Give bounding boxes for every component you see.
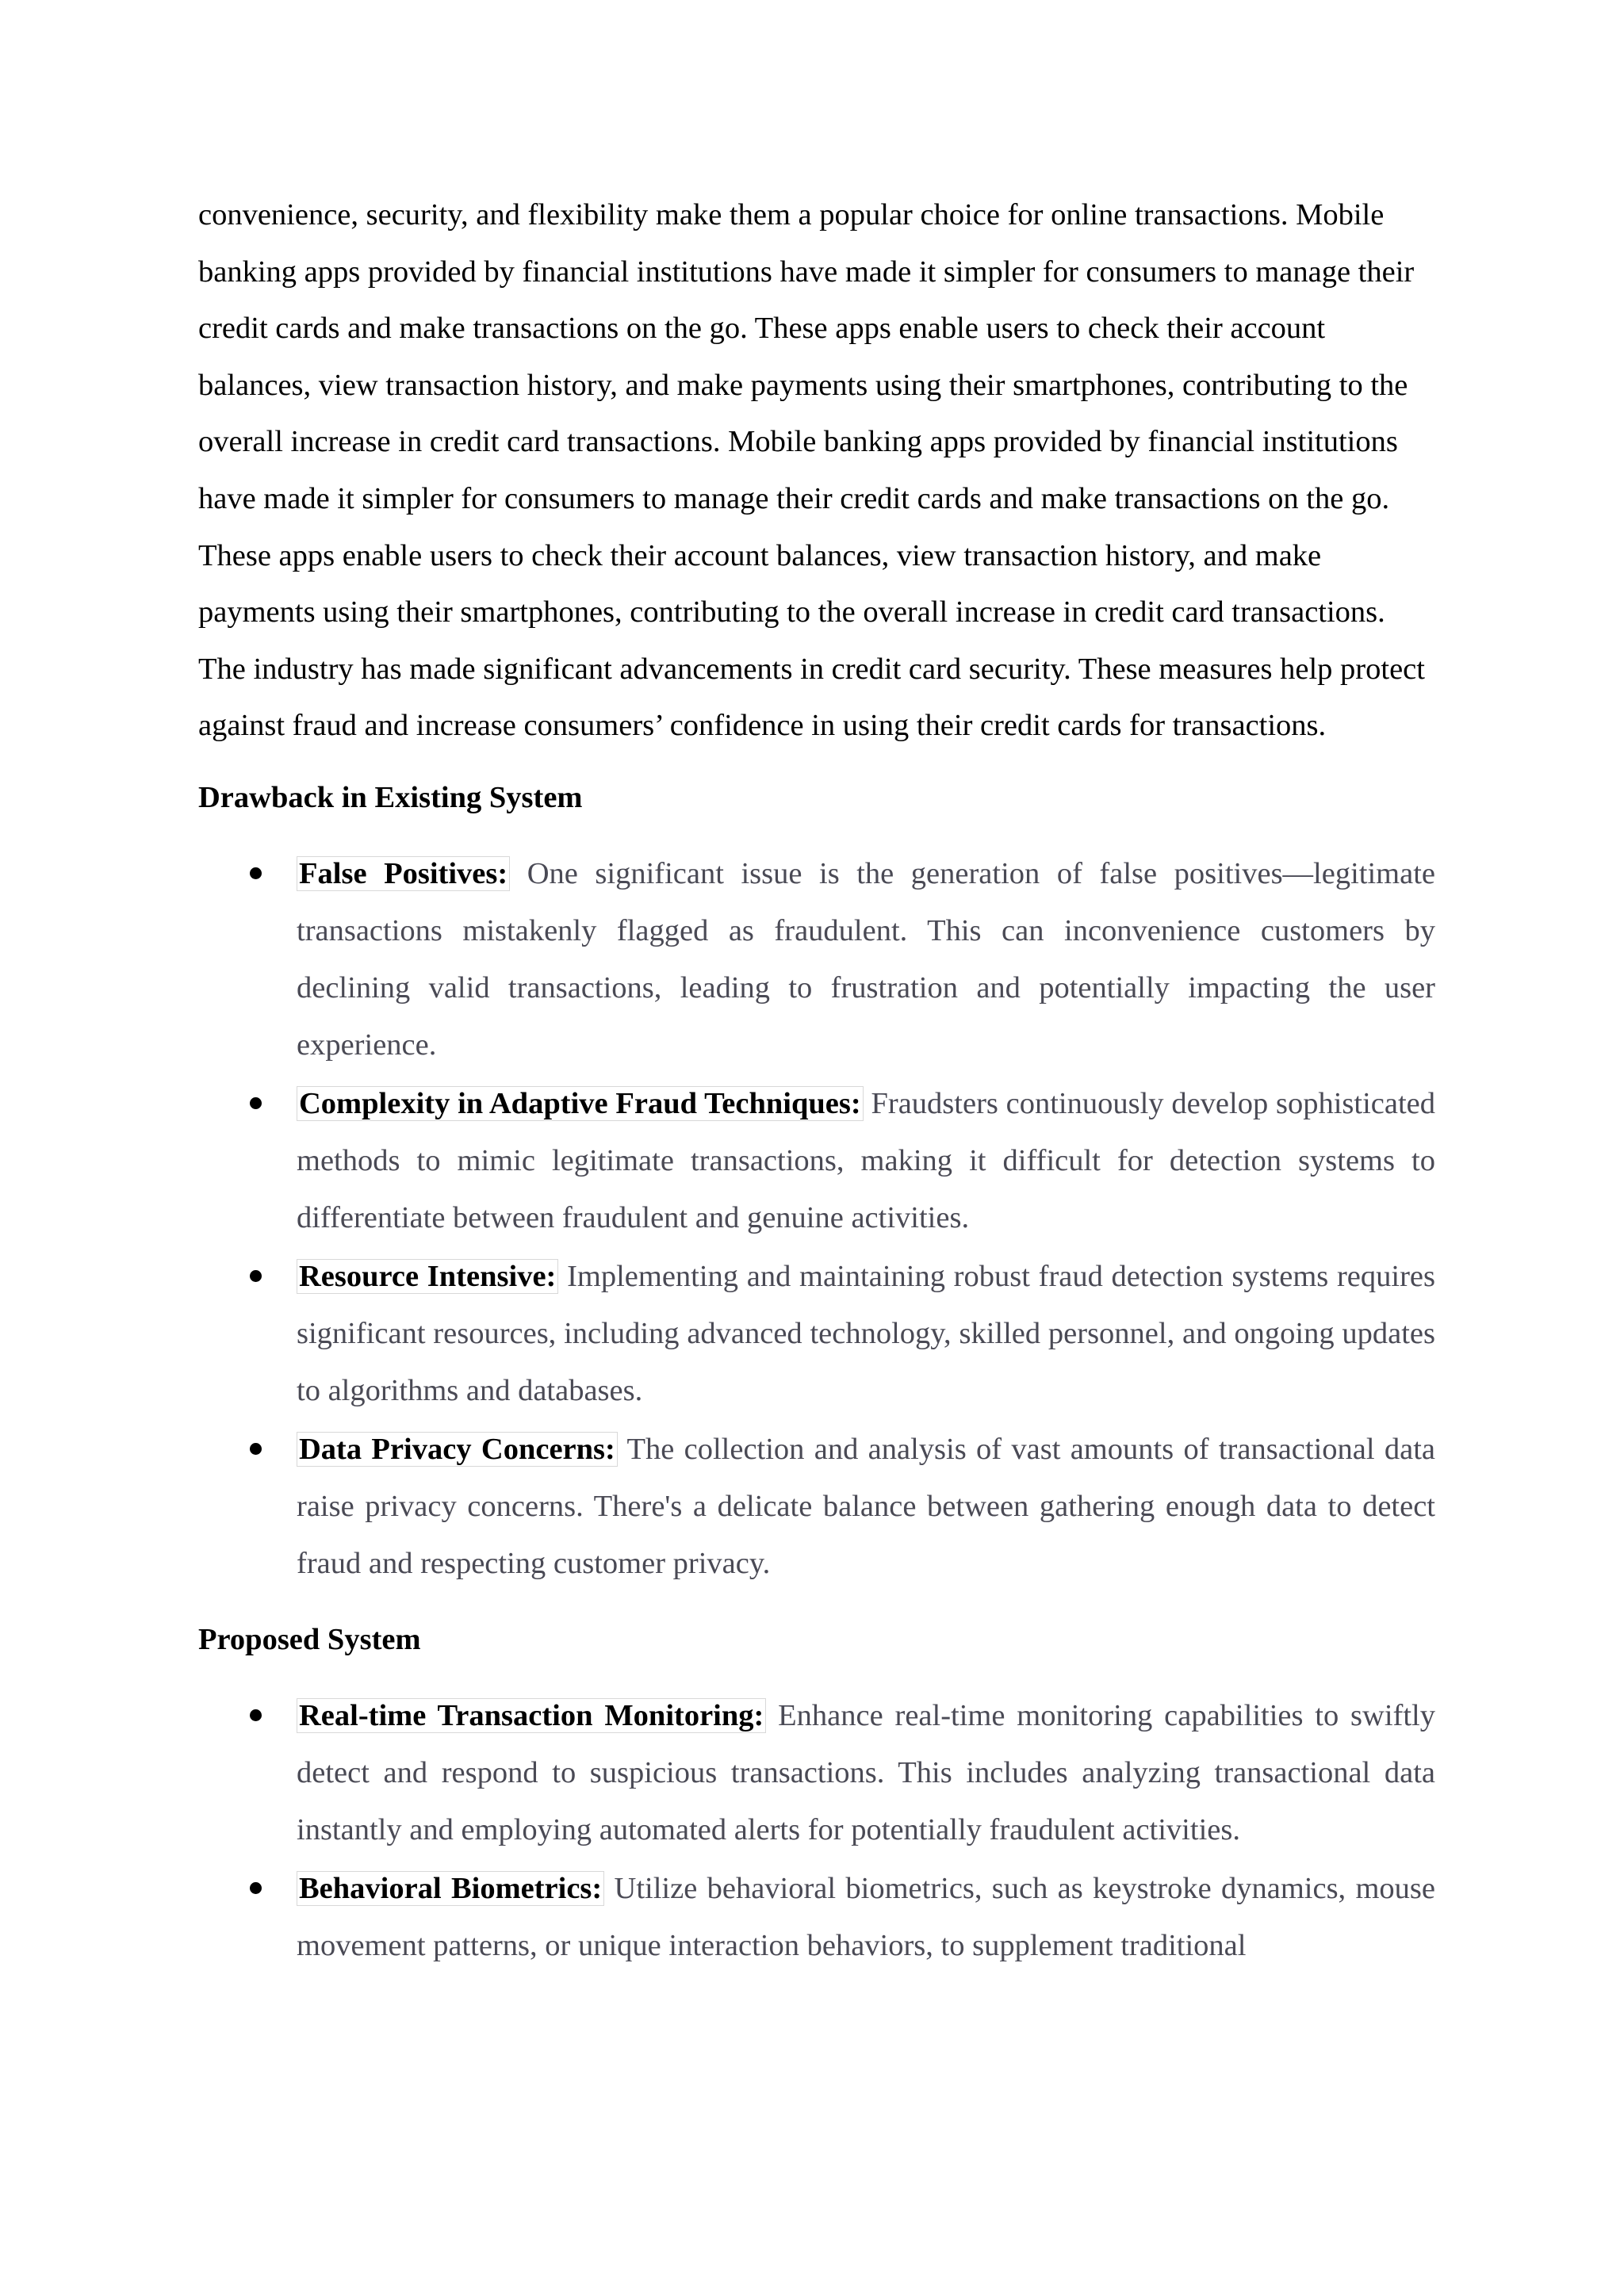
list-item bbox=[198, 845, 1435, 1073]
list-item bbox=[198, 1421, 1435, 1592]
list-item-term: Behavioral Biometrics: bbox=[297, 1871, 604, 1906]
bullet-icon bbox=[250, 1270, 262, 1282]
list-item-term: False Positives: bbox=[297, 856, 510, 891]
proposed-list bbox=[198, 1687, 1435, 1974]
bullet-icon bbox=[250, 1709, 262, 1721]
bullet-icon bbox=[250, 867, 262, 879]
list-item-term: Resource Intensive: bbox=[297, 1259, 558, 1294]
list-item-text: One significant issue is the generation of false positives—legitimate transactions mistakenly flagged as fraudulent. This can inconvenience customers by declining valid transactions, leading to frustration and potentially impacting the user experience. bbox=[297, 856, 1436, 1062]
list-item bbox=[198, 1075, 1435, 1246]
drawbacks-heading: Drawback in Existing System bbox=[198, 780, 583, 814]
list-item-text: The collection and analysis of vast amounts of transactional data raise privacy concerns. There's a delicate balance between gathering enough data to detect fraud and respecting customer privacy. bbox=[297, 1432, 1435, 1580]
list-item-term: Real-time Transaction Monitoring: bbox=[297, 1698, 766, 1733]
bullet-icon bbox=[250, 1443, 262, 1455]
proposed-heading: Proposed System bbox=[198, 1622, 421, 1656]
list-item-term: Complexity in Adaptive Fraud Techniques: bbox=[297, 1086, 864, 1121]
list-item-text: Enhance real-time monitoring capabilities to swiftly detect and respond to suspicious transactions. This includes analyzing transactional data instantly and employing automated alerts for potentially fraudulent activities. bbox=[297, 1698, 1435, 1846]
list-item bbox=[198, 1248, 1435, 1419]
list-item-term: Data Privacy Concerns: bbox=[297, 1432, 618, 1467]
intro-paragraph: convenience, security, and flexibility make them a popular choice for online transactions. Mobile banking apps provided by financial institutions have made it simpler for consumers to manage their credit cards and make transactions on the go. These apps enable users to check their account balances, view transaction history, and make payments using their smartphones, contributing to the overall increase in credit card transactions. Mobile banking apps provided by financial institutions have made it simpler for consumers to manage their credit cards and make transactions on the go. These apps enable users to check their account balances, view transaction history, and make payments using their smartphones, contributing to the overall increase in credit card transactions. The industry has made significant advancements in credit card security. These measures help protect against fraud and increase consumers’ confidence in using their credit cards for transactions. bbox=[198, 198, 1425, 743]
drawbacks-list bbox=[198, 845, 1435, 1592]
list-item bbox=[198, 1860, 1435, 1974]
list-item-text: Fraudsters continuously develop sophisticated methods to mimic legitimate transactions, making it difficult for detection systems to differentiate between fraudulent and genuine activities. bbox=[297, 1086, 1435, 1234]
bullet-icon bbox=[250, 1882, 262, 1894]
bullet-icon bbox=[250, 1097, 262, 1109]
document-page bbox=[198, 187, 1435, 1976]
list-item bbox=[198, 1687, 1435, 1858]
list-item-text: Implementing and maintaining robust fraud detection systems requires significant resources, including advanced technology, skilled personnel, and ongoing updates to algorithms and databases. bbox=[297, 1259, 1435, 1407]
list-item-text: Utilize behavioral biometrics, such as keystroke dynamics, mouse movement patterns, or unique interaction behaviors, to supplement traditional bbox=[297, 1871, 1435, 1962]
